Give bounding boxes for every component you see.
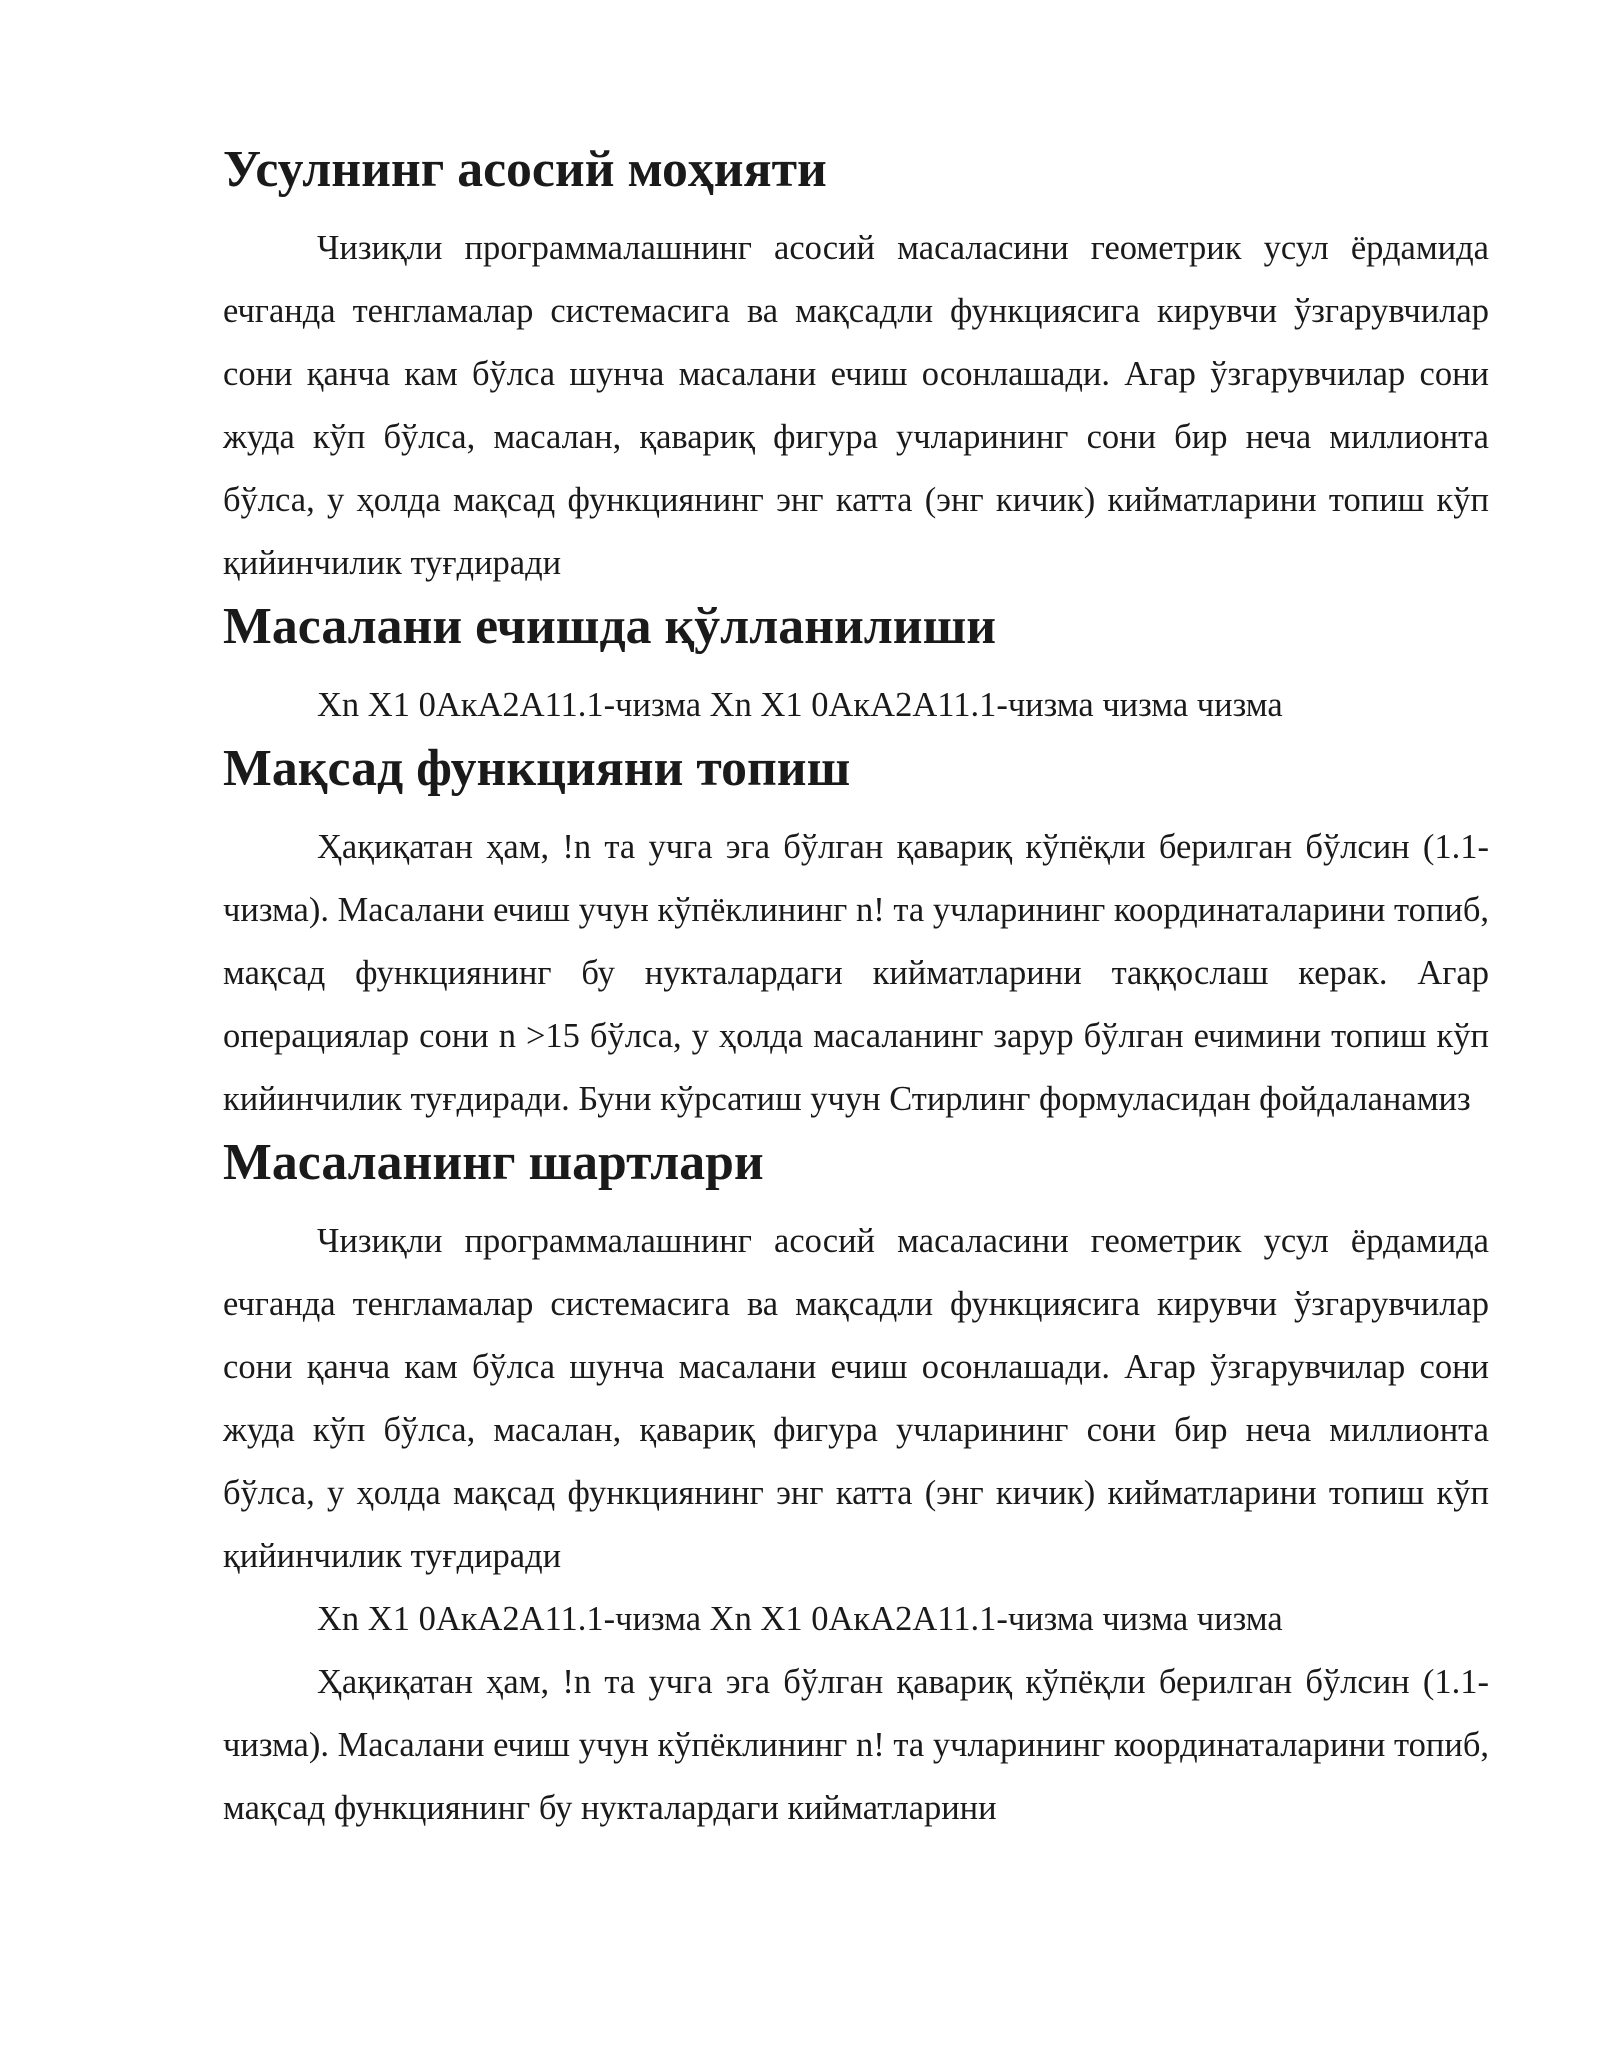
section-heading: Мақсад функцияни топиш [223,740,851,797]
document-body [223,138,1489,1840]
body-paragraph: Чизиқли программалашнинг асосий масаласини геометрик усул ёрдамида ечганда тенгламалар системасига ва мақсадли функциясига кирувчи ўзгарувчилар сони қанча кам бўлса шунча масалани ечиш осонлашади. Агар ўзгарувчилар сони жуда кўп бўлса, масалан, қавариқ фигура учларининг сони бир неча миллионта бўлса, у ҳолда мақсад функциянинг энг катта (энг кичик) кийматларини топиш кўп қийинчилик туғдиради [223,1222,1489,1575]
body-paragraph: Xn X1 0AкA2A11.1-чизма Xn X1 0AкA2A11.1-чизма чизма чизма [317,1600,1283,1638]
body-paragraph: Чизиқли программалашнинг асосий масаласини геометрик усул ёрдамида ечганда тенгламалар системасига ва мақсадли функциясига кирувчи ўзгарувчилар сони қанча кам бўлса шунча масалани ечиш осонлашади. Агар ўзгарувчилар сони жуда кўп бўлса, масалан, қавариқ фигура учларининг сони бир неча миллионта бўлса, у ҳолда мақсад функциянинг энг катта (энг кичик) кийматларини топиш кўп қийинчилик туғдиради [223,229,1489,582]
body-paragraph: Ҳақиқатан ҳам, !n та учга эга бўлган қавариқ кўпёқли берилган бўлсин (1.1-чизма). Масалани ечиш учун кўпёклининг n! та учларининг координаталарини топиб, мақсад функциянинг бу нукталардаги кийматларини [223,1663,1489,1827]
body-paragraph: Xn X1 0AкA2A11.1-чизма Xn X1 0AкA2A11.1-чизма чизма чизма [317,686,1283,724]
section-heading: Масалани ечишда қўлланилиши [223,598,997,655]
body-paragraph: Ҳақиқатан ҳам, !n та учга эга бўлган қавариқ кўпёқли берилган бўлсин (1.1-чизма). Масалани ечиш учун кўпёклининг n! та учларининг координаталарини топиб, мақсад функциянинг бу нукталардаги кийматларини таққослаш керак. Агар операциялар сони n >15 бўлса, у ҳолда масаланинг зарур бўлган ечимини топиш кўп кийинчилик туғдиради. Буни кўрсатиш учун Стирлинг формуласидан фойдаланамиз [223,828,1489,1118]
section-heading: Масаланинг шартлари [223,1134,764,1191]
section-heading: Усулнинг асосий моҳияти [223,141,827,198]
